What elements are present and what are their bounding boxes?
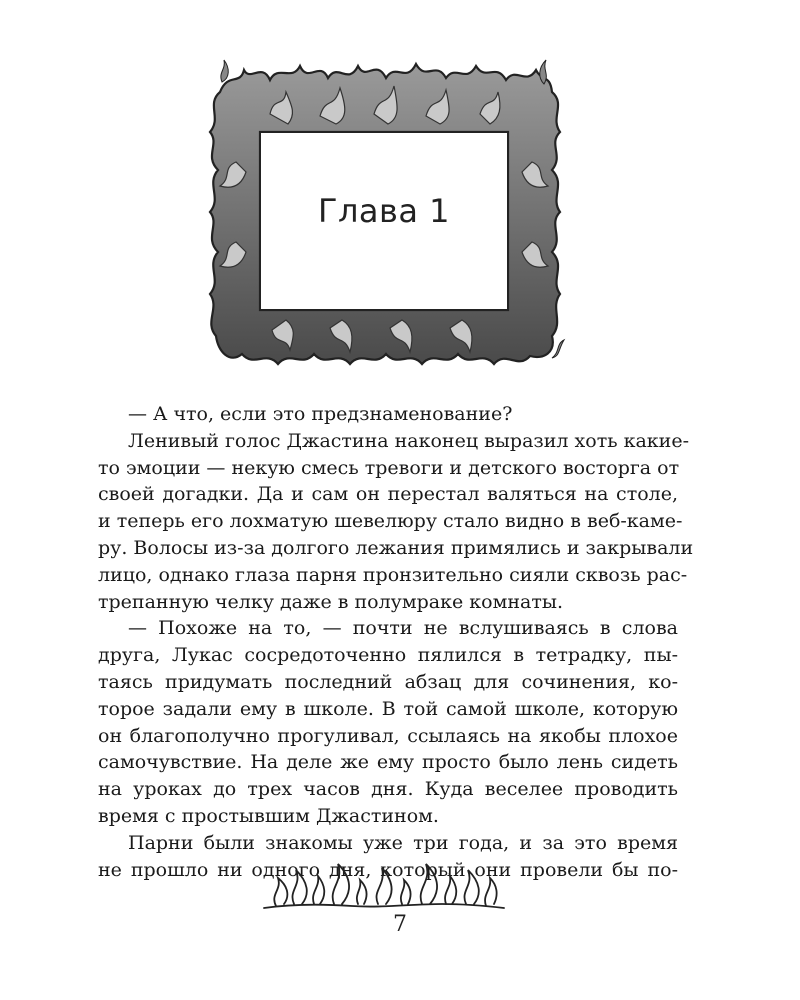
text-line: Ленивый голос Джастина наконец выразил хоть какие- [128, 429, 690, 452]
chapter-body-text [98, 401, 694, 883]
page-number: 7 [393, 912, 407, 937]
text-line: ру. Волосы из-за долгого лежания примялись и закрывали [98, 536, 694, 559]
text-line: время с простывшим Джастином. [98, 804, 439, 827]
text-line: на уроках до трех часов дня. Куда веселее проводить [98, 778, 678, 801]
flame-ornament-icon [262, 860, 506, 914]
text-line: лицо, однако глаза парня пронзительно сияли сквозь рас- [98, 563, 688, 586]
text-line: таясь придумать последний абзац для сочинения, ко- [98, 670, 678, 693]
text-line: своей догадки. Да и сам он перестал валяться на столе, [98, 483, 678, 506]
text-line: он благополучно прогуливал, ссылаясь на якобы плохое [98, 724, 678, 747]
text-line: — Похоже на то, — почти не вслушиваясь в слова [128, 617, 678, 640]
text-line: самочувствие. На деле же ему просто было лень сидеть [98, 751, 678, 774]
chapter-title: Глава 1 [317, 192, 451, 230]
text-line: — А что, если это предзнаменование? [128, 403, 513, 425]
text-line: не прошло ни одного дня, который они провели бы по- [98, 858, 678, 881]
text-line: то эмоции — некую смесь тревоги и детского восторга от [98, 456, 680, 479]
text-line: Парни были знакомы уже три года, и за это время [128, 831, 678, 854]
text-line: друга, Лукас сосредоточенно пялился в тетрадку, пы- [98, 644, 678, 667]
chapter-heading-frame [200, 52, 568, 370]
text-line: торое задали ему в школе. В той самой школе, которую [98, 697, 678, 720]
text-line: трепанную челку даже в полумраке комнаты. [98, 590, 564, 613]
text-line: и теперь его лохматую шевелюру стало видно в веб-каме- [98, 510, 683, 533]
